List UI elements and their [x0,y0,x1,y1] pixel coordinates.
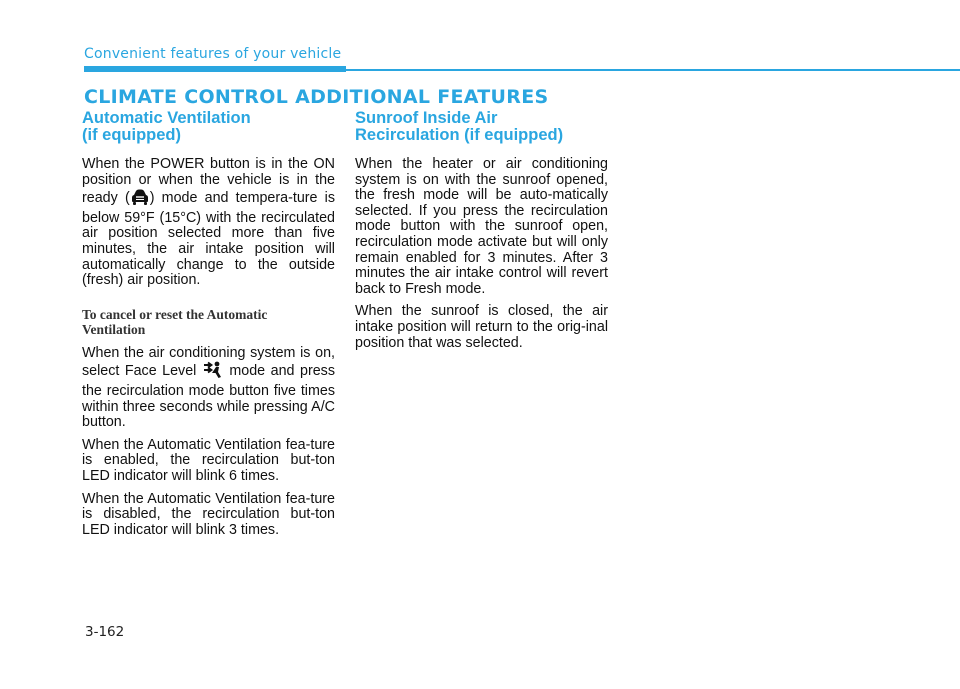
paragraph-sunroof-closed: When the sunroof is closed, the air intake position will return to the orig-inal position that was selected. [355,303,608,351]
automatic-ventilation-heading [82,110,335,143]
subheading-line-1: To cancel or reset the Automatic [82,306,268,322]
heading-line-1: Automatic Ventilation [82,109,251,127]
paragraph-text: mode and press the recirculation mode button five times within three seconds while pressing A/C button. [82,363,335,431]
paragraph-text: When the POWER button is in the ON position or when the vehicle is in the ready ( [82,156,335,207]
sunroof-recirculation-heading [355,110,608,143]
paragraph-text: When the air conditioning system is on, select Face Level [82,344,335,380]
heading-line-1: Sunroof Inside Air [355,109,498,127]
cancel-reset-subheading [82,307,335,338]
left-column [82,110,335,545]
section-header: Convenient features of your vehicle [84,46,342,62]
face-level-icon [202,361,224,384]
car-ready-icon [130,188,150,211]
paragraph-face-level [82,346,335,431]
paragraph-disabled: When the Automatic Ventilation fea-ture is disabled, the recirculation but-ton LED indicator will blink 3 times. [82,490,335,538]
subheading-line-2: Ventilation [82,322,146,338]
paragraph-enabled: When the Automatic Ventilation fea-ture is enabled, the recirculation but-ton LED indicator will blink 6 times. [82,436,335,484]
page-number: 3-162 [85,624,125,640]
right-column [355,110,608,358]
heading-line-2: (if equipped) [82,125,181,144]
paragraph-text: ) mode and tempera-ture is below 59°F (15°C) with the recirculated air position selected more than five minutes, the air intake position will automatically change to the outside (fresh) air position. [82,190,336,289]
paragraph-sunroof-open: When the heater or air conditioning system is on with the sunroof opened, the fresh mode will be auto-matically selected. If you press the recirculation mode button with the sunroof open, recirculation mode activate but will only remain enabled for 3 minutes. After 3 minutes the air intake control will revert back to Fresh mode. [355,156,608,297]
header-rule [84,69,960,71]
paragraph-ready-mode [82,157,335,289]
chapter-title: CLIMATE CONTROL ADDITIONAL FEATURES [84,86,549,108]
heading-line-2: Recirculation (if equipped) [355,125,564,144]
